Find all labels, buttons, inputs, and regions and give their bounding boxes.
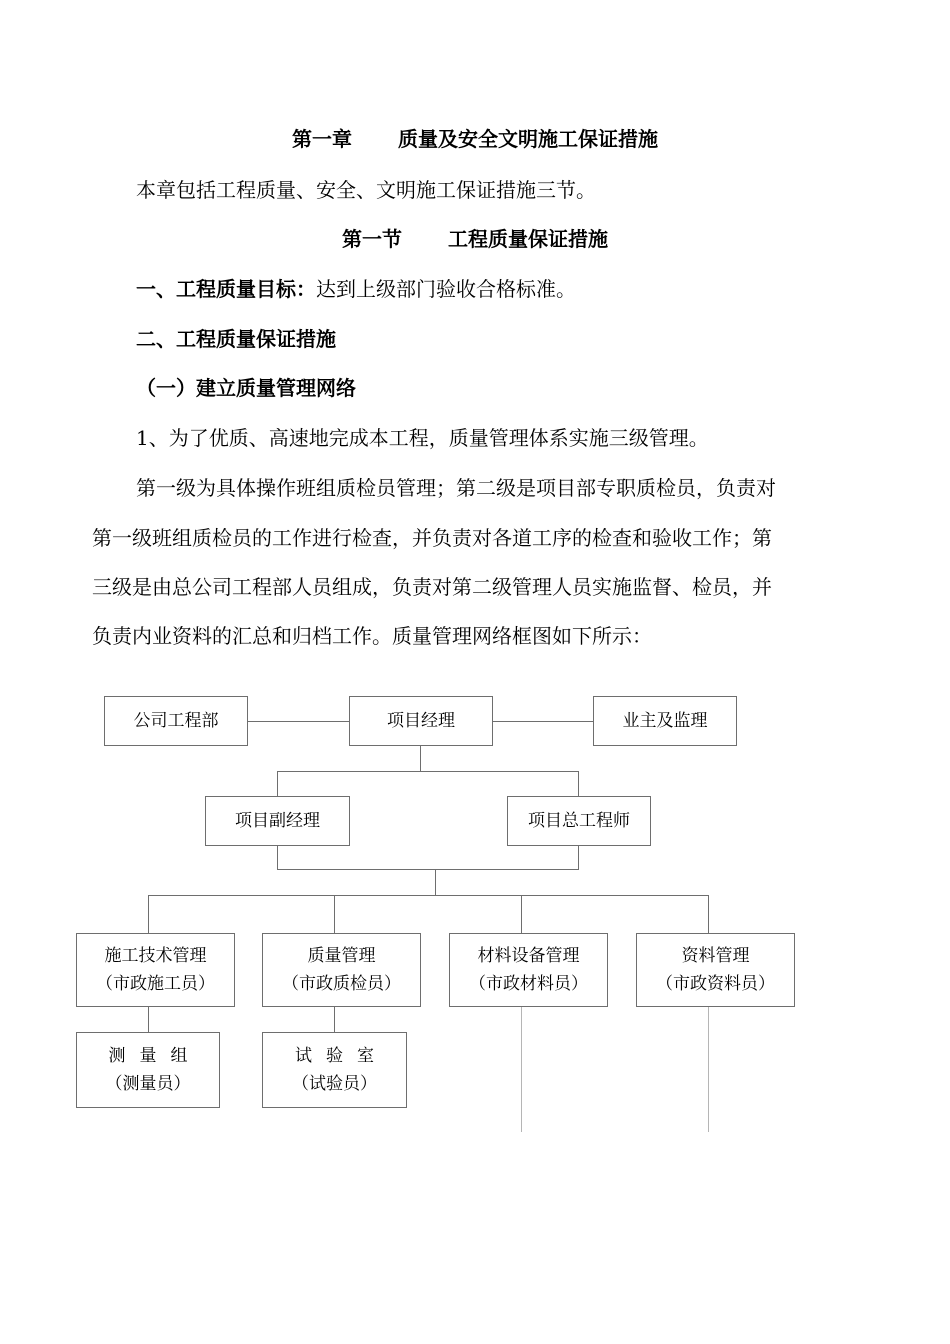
- connector-line: [708, 1006, 709, 1132]
- connector-line: [148, 1006, 149, 1032]
- org-box-sublabel: （市政质检员）: [282, 974, 401, 994]
- org-box-label: 业主及监理: [622, 711, 708, 731]
- org-box-construction-tech: [76, 933, 235, 1007]
- connector-line: [334, 895, 335, 933]
- connector-line: [420, 746, 421, 772]
- org-box-label: 质量管理: [307, 946, 376, 966]
- connector-line: [578, 771, 579, 797]
- heading-3: （一）建立质量管理网络: [136, 376, 356, 400]
- connector-line: [277, 771, 278, 797]
- section-label: 第一节: [342, 227, 402, 251]
- connector-line: [277, 845, 278, 870]
- org-box-quality-management: [262, 933, 421, 1007]
- paragraph-line: 第一级班组质检员的工作进行检查，并负责对各道工序的检查和验收工作；第: [92, 526, 772, 550]
- section-title: 工程质量保证措施: [448, 227, 608, 251]
- org-box-label: 公司工程部: [133, 711, 219, 731]
- chapter-title: 质量及安全文明施工保证措施: [398, 127, 658, 151]
- connector-line: [521, 1006, 522, 1132]
- org-box-label: 试验室: [295, 1046, 388, 1066]
- org-box-deputy-manager: [205, 796, 350, 846]
- quality-goal: [136, 276, 576, 302]
- intro-text: 本章包括工程质量、安全、文明施工保证措施三节。: [136, 178, 596, 202]
- paragraph-line: 三级是由总公司工程部人员组成，负责对第二级管理人员实施监督、检员，并: [92, 575, 772, 599]
- org-box-sublabel: （试验员）: [292, 1074, 377, 1094]
- org-box-label: 项目总工程师: [528, 811, 630, 831]
- org-box-sublabel: （市政资料员）: [656, 974, 775, 994]
- connector-line: [708, 895, 709, 933]
- quality-goal-text: 达到上级部门验收合格标准。: [316, 277, 576, 301]
- connector-line: [148, 895, 149, 933]
- org-box-sublabel: （测量员）: [105, 1074, 191, 1094]
- org-box-label: 项目副经理: [235, 811, 320, 831]
- org-box-documents: [636, 933, 795, 1007]
- connector-line: [277, 869, 579, 870]
- org-box-chief-engineer: [507, 796, 651, 846]
- chapter-label: 第一章: [292, 127, 352, 151]
- org-box-lab: [262, 1032, 407, 1108]
- org-box-label: 材料设备管理: [477, 946, 580, 966]
- org-box-label: 测量组: [108, 1046, 202, 1066]
- paragraph-line: 第一级为具体操作班组质检员管理；第二级是项目部专职质检员，负责对: [136, 476, 776, 500]
- connector-line: [578, 845, 579, 870]
- chapter-heading: [0, 126, 950, 152]
- org-box-sublabel: （市政材料员）: [469, 974, 588, 994]
- item-1-text: 1、为了优质、高速地完成本工程，质量管理体系实施三级管理。: [136, 426, 709, 450]
- quality-goal-label: 一、工程质量目标：: [136, 277, 316, 301]
- connector-line: [492, 721, 593, 722]
- org-box-label: 施工技术管理: [104, 946, 207, 966]
- org-box-label: 项目经理: [387, 711, 455, 731]
- org-box-label: 资料管理: [681, 946, 750, 966]
- section-heading: [0, 226, 950, 252]
- org-box-owner-supervisor: [593, 696, 737, 746]
- org-box-materials-equipment: [449, 933, 608, 1007]
- connector-line: [435, 869, 436, 895]
- connector-line: [277, 771, 579, 772]
- org-box-company-engineering: [104, 696, 248, 746]
- connector-line: [148, 895, 708, 896]
- heading-2: 二、工程质量保证措施: [136, 327, 336, 351]
- org-box-sublabel: （市政施工员）: [96, 974, 215, 994]
- paragraph-line: 负责内业资料的汇总和归档工作。质量管理网络框图如下所示：: [92, 624, 652, 648]
- org-box-survey-team: [76, 1032, 220, 1108]
- connector-line: [334, 1006, 335, 1032]
- connector-line: [248, 721, 349, 722]
- connector-line: [521, 895, 522, 933]
- org-box-project-manager: [349, 696, 493, 746]
